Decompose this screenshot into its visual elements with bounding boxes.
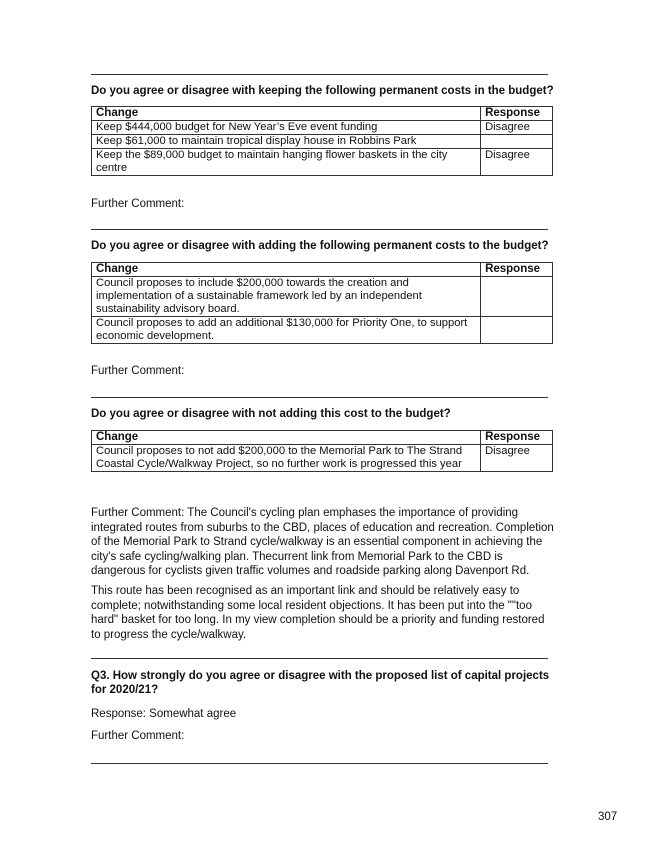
response-cell: Disagree <box>481 149 553 176</box>
change-cell: Keep $61,000 to maintain tropical display house in Robbins Park <box>92 135 481 149</box>
q3-response: Response: Somewhat agree <box>91 708 237 720</box>
response-cell <box>481 317 553 344</box>
response-cell: Disagree <box>481 121 553 135</box>
q3-question: Q3. How strongly do you agree or disagree with the proposed list of capital projects for 2020/21? <box>91 670 550 696</box>
table-header-row <box>92 431 553 445</box>
response-cell: Disagree <box>481 445 553 472</box>
section1-table <box>91 106 553 176</box>
section3-table <box>91 430 553 472</box>
section1-further-comment: Further Comment: <box>91 198 185 210</box>
table-row <box>92 317 553 344</box>
response-cell <box>481 135 553 149</box>
change-cell: Council proposes to add an additional $130,000 for Priority One, to support economic development. <box>92 317 481 344</box>
table-header-row <box>92 107 553 121</box>
table-row <box>92 135 553 149</box>
table-header-row <box>92 263 553 277</box>
change-header: Change <box>92 107 481 121</box>
section3-comment-paragraph: This route has been recognised as an important link and should be relatively easy to complete; notwithstanding some local resident objections. It has been put into the ""too hard" basket for too long. In my view completion should be a priority and funding restored to progress the cycle/walkway. <box>91 585 545 641</box>
section2-table <box>91 262 553 344</box>
q3-further-comment: Further Comment: <box>91 730 185 742</box>
table-row <box>92 121 553 135</box>
change-header: Change <box>92 263 481 277</box>
response-header: Response <box>481 107 553 121</box>
response-header: Response <box>481 263 553 277</box>
divider-line <box>91 74 548 75</box>
change-header: Change <box>92 431 481 445</box>
change-cell: Council proposes to include $200,000 towards the creation and implementation of a sustainable framework led by an independent sustainability advisory board. <box>92 277 481 317</box>
section3-question: Do you agree or disagree with not adding this cost to the budget? <box>91 408 451 420</box>
change-cell: Council proposes to not add $200,000 to the Memorial Park to The Strand Coastal Cycle/Walkway Project, so no further work is progressed this year <box>92 445 481 472</box>
divider-line <box>91 658 548 659</box>
table-row <box>92 277 553 317</box>
change-cell: Keep $444,000 budget for New Year’s Eve event funding <box>92 121 481 135</box>
section2-question: Do you agree or disagree with adding the following permanent costs to the budget? <box>91 240 549 252</box>
divider-line <box>91 229 548 230</box>
section1-question: Do you agree or disagree with keeping the following permanent costs in the budget? <box>91 85 554 97</box>
section3-further-comment: Further Comment: The Council's cycling plan emphases the importance of providing integrated routes from suburbs to the CBD, places of education and recreation. Completion of the Memorial Park to Strand cycle/walkway is an essential component in achieving the city's safe cycling/walking plan. Thecurrent link from Memorial Park to the CBD is dangerous for cyclists given traffic volumes and roadside parking along Davenport Rd. <box>91 507 554 577</box>
page-number: 307 <box>598 811 618 823</box>
change-cell: Keep the $89,000 budget to maintain hanging flower baskets in the city centre <box>92 149 481 176</box>
divider-line <box>91 763 548 764</box>
response-header: Response <box>481 431 553 445</box>
divider-line <box>91 397 548 398</box>
response-cell <box>481 277 553 317</box>
section2-further-comment: Further Comment: <box>91 365 185 377</box>
table-row <box>92 445 553 472</box>
table-row <box>92 149 553 176</box>
